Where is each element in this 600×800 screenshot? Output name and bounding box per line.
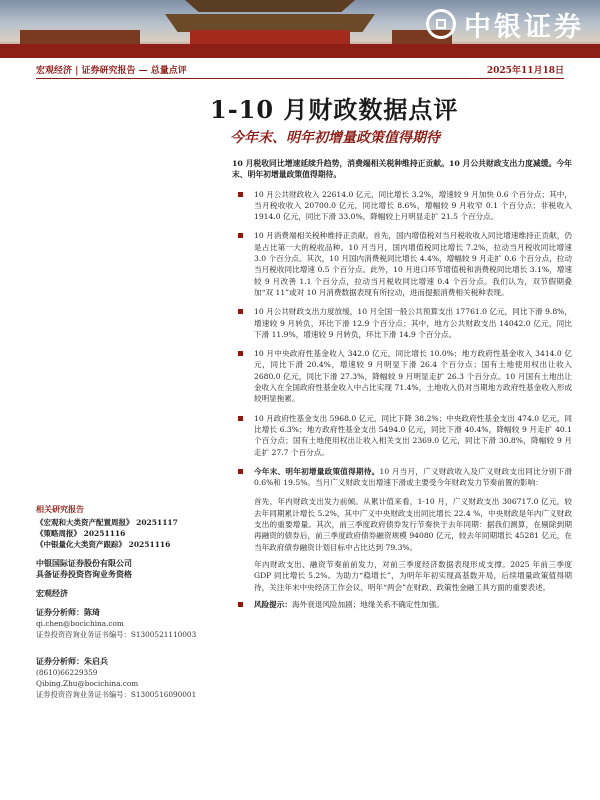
analyst-license: 证券投资咨询业务证书编号：S1300516090001 [36, 690, 197, 699]
report-date: 2025年11月18日 [486, 66, 564, 76]
bullet-item [232, 466, 572, 489]
banner-red-wall [0, 44, 600, 58]
banner-palace-roof-top [185, 0, 355, 12]
header-banner [0, 0, 600, 58]
risk-warning [232, 599, 572, 610]
bullet-text: 10 月消费端相关税种维持正贡献。首先，国内增值税对当月税收收入同比增速维持正贡献，仍是占比第一大的税收品种。10 月当月，国内增值税同比增长 7.2%，拉动当月税收同比增速 3.0 个百分点。其次，10 月国内消费税同比增长 4.4%，增幅较 9 月走扩 0.6 个百分点，拉动当月税收同比增速 0.5 个百分点。此外，10 月进口环节增值税和消费税同比增长 3.1%，增速较 9 月改善 1.1 个百分点，拉动当月税收同比增速 0.4 个百分点。我们认为，双节假期叠加“双 11”或对 10 月消费数据表现有所拉动，进而提振消费相关税种表现。 [254, 231, 572, 297]
bullet-square-icon [238, 602, 243, 607]
sector-label: 宏观经济 [36, 588, 68, 598]
bullet-text: 10 月公共财政支出力度放缓，10 月全国一般公共预算支出 17761.0 亿元，同比下滑 9.8%，增速较 9 月转负，环比下滑 12.9 个百分点；其中，地方公共财政支出 14042.0 亿元，同比下滑 11.9%，增速较 9 月转负，环比下滑 14.9 个百分点。 [254, 307, 572, 339]
report-subtitle: 今年末、明年初增量政策值得期待 [230, 130, 440, 146]
body-paragraph: 首先，年内财政支出发力前倾。从累计值来看，1-10 月，广义财政支出 306717.0 亿元，较去年同期累计增长 5.2%，其中广义中央财政支出同比增长 22.4 %，中央财政是年内广义财政支出的重要增量。其次，前三季度政府债券发行节奏快于去年同期：据我们测算，在剔除到期再融资的债券后，前三季度政府债券融资规模 94080 亿元，较去年同期增长 45281 亿元，在当年政府债券融资计划目标中占比达到 79.3%。 [254, 497, 572, 552]
bullet-item [232, 413, 572, 458]
related-report-link[interactable]: 《宏观和大类资产配置周报》 20251117 [36, 518, 178, 527]
bullet-item [232, 189, 572, 223]
bullet-text: 10 月公共财政收入 22614.0 亿元，同比增长 3.2%，增速较 9 月加快 0.6 个百分点；其中，当月税收收入 20700.0 亿元，同比增长 8.6%，增幅较 9 月收窄 0.1 个百分点；非税收入 1914.0 亿元，同比下滑 33.0%，降幅较上月明显走扩 21.5 个百分点。 [254, 189, 572, 222]
related-report-link[interactable]: 《策略周报》 20251116 [36, 529, 126, 538]
bullet-text: 10 月中央政府性基金收入 342.0 亿元，同比增长 10.0%；地方政府性基金收入 3414.0 亿元，同比下滑 20.4%，增速较 9 月明显下滑 26.4 个百分点；国有土地使用权出让收入 2680.0 亿元，同比下滑 27.3%，降幅较 9 月明显走扩 26.3 个百分点。10 月国有土地出让金收入在全国政府性基金收入中占比实现 71.4%，土地收入仍对当期地方政府性基金收入形成较明显拖累。 [254, 349, 572, 404]
report-subheader [36, 62, 564, 78]
company-name: 中银国际证券股份有限公司 [36, 558, 132, 568]
brand-logo [426, 4, 584, 44]
sidebar [36, 504, 216, 700]
analyst-phone: (8610)66229359 [36, 668, 98, 677]
lead-summary: 10 月税收同比增速延续升趋势，消费端相关税种维持正贡献。10 月公共财政支出力度减缓。今年末、明年初增量政策值得期待。 [232, 159, 572, 180]
analyst-license: 证券投资咨询业务证书编号：S1300521110003 [36, 630, 197, 639]
report-category: 宏观经济 | 证券研究报告 — 总量点评 [36, 66, 187, 76]
bullet-item [232, 230, 572, 298]
report-title: 1-10 月财政数据点评 [210, 95, 459, 124]
main-column [232, 158, 572, 618]
bullet-square-icon [238, 416, 243, 421]
analyst-email[interactable]: qi.chen@bocichina.com [36, 619, 124, 628]
bullet-item [232, 306, 572, 340]
brand-logo-text: 中银证券 [464, 11, 584, 43]
bank-logo-icon [426, 9, 456, 39]
analyst-name: 证券分析师：朱启兵 [36, 656, 108, 666]
bullet-square-icon [238, 469, 243, 474]
company-qualification: 具备证券投资咨询业务资格 [36, 569, 132, 579]
analyst-email[interactable]: Qibing.Zhu@bocichina.com [36, 679, 139, 688]
risk-label: 风险提示： [254, 599, 292, 609]
analyst-name: 证券分析师：陈琦 [36, 607, 100, 617]
header-divider [36, 78, 564, 79]
risk-text: 海外衰退风险加剧；地缘关系不确定性加强。 [291, 599, 444, 609]
bullet-bold-lead: 今年末、明年初增量政策值得期待。 [254, 466, 380, 476]
related-report-link[interactable]: 《中银量化大类资产跟踪》 20251116 [36, 540, 171, 549]
bullet-item [232, 348, 572, 404]
bullet-square-icon [238, 192, 243, 197]
body-paragraph: 年内财政支出、融资节奏前前发力，对前三季度经济数据表现形成支撑。2025 年前三季度 GDP 同比增长 5.2%。为助力“稳增长”，为明年年初实现高基数开局，后续增量政策值得期待，关注年末中央经济工作会议、明年“两会”在财政、政策性金融工具方面的重要表述。 [254, 559, 572, 592]
bullet-square-icon [238, 351, 243, 356]
related-reports-heading: 相关研究报告 [36, 504, 84, 514]
bullet-square-icon [238, 309, 243, 314]
bullet-square-icon [238, 233, 243, 238]
bullet-text: 10 月政府性基金支出 5968.0 亿元，同比下降 38.2%；中央政府性基金支出 474.0 亿元，同比增长 6.3%；地方政府性基金支出 5494.0 亿元，同比下滑 40.4%，降幅较 9 月走扩 40.1 个百分点；国有土地使用权出让收入相关支出 2369.0 亿元，同比下滑 30.8%，降幅较 9 月走扩 27.7 个百分点。 [254, 413, 572, 457]
bullet-text: 10 月当月，广义财政收入及广义财政支出同比分别下滑 0.6%和 19.5%。当月广义财政支出增速下滑或主要受今年财政发力节奏前置的影响： [254, 466, 573, 488]
